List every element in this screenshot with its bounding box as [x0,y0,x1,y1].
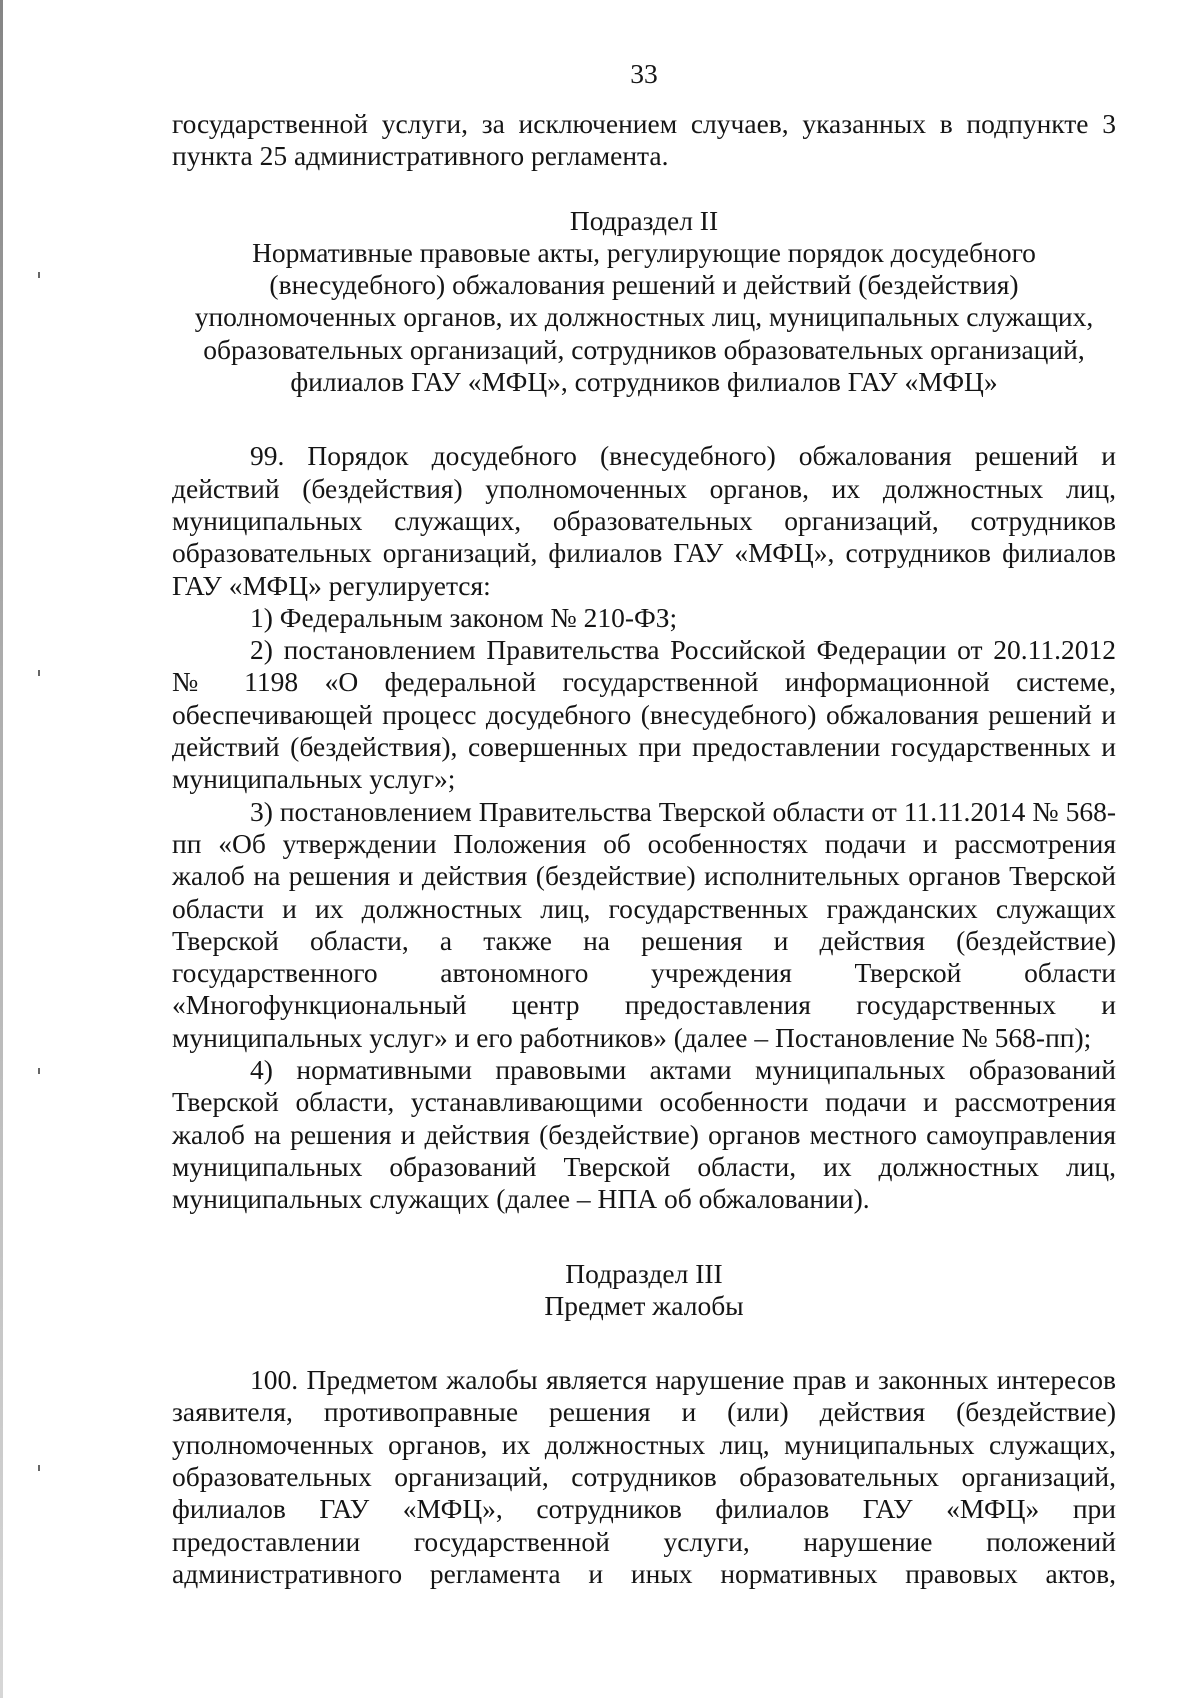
scan-speck [38,1068,40,1074]
subsection-3-heading [172,1258,1116,1323]
paragraph-99-item: 3) постановлением Правительства Тверской области от 11.11.2014 № 568-пп «Об утверждении Положения об особенностях подачи и рассмотрения жалоб на решения и действия (бездействие) исполнительных органов Тверской области и их должностных лиц, государственных гражданских служащих Тверской области, а также на решения и действия (бездействие) государственного автономного учреждения Тверской области «Многофункциональный центр предоставления государственных и муниципальных услуг» и его работников» (далее – Постановление № 568-пп); [172,795,1116,1053]
paragraph-99-item: 4) нормативными правовыми актами муниципальных образований Тверской области, устанавливающими особенности подачи и рассмотрения жалоб на решения и действия (бездействие) органов местного самоуправления муниципальных образований Тверской области, их должностных лиц, муниципальных служащих (далее – НПА об обжаловании). [172,1054,1116,1215]
spacer [172,430,1116,440]
spacer [172,1354,1116,1364]
subsection-3-title: Предмет жалобы [544,1289,744,1321]
intro-paragraph: государственной услуги, за исключением случаев, указанных в подпункте 3 пункта 25 административного регламента. [172,108,1116,172]
spacer [172,1248,1116,1258]
subsection-2-title-line: образовательных организаций, сотрудников образовательных организаций, [203,333,1085,365]
subsection-3-label: Подраздел III [565,1257,723,1289]
page-number: 33 [630,58,658,89]
subsection-2-title-line: филиалов ГАУ «МФЦ», сотрудников филиалов ГАУ «МФЦ» [290,366,998,398]
spacer [172,1216,1116,1248]
subsection-2-label: Подраздел II [569,204,719,236]
scan-speck [38,670,40,676]
spacer [172,398,1116,430]
spacer [172,173,1116,205]
subsection-2-title-line: (внесудебного) обжалования решений и действий (бездействия) [269,269,1019,301]
spacer [172,1322,1116,1354]
paragraph-99-main: 99. Порядок досудебного (внесудебного) обжалования решений и действий (бездействия) уполномоченных органов, их должностных лиц, муниципальных служащих, образовательных организаций, сотрудников образовательных организаций, филиалов ГАУ «МФЦ», сотрудников филиалов ГАУ «МФЦ» регулируется: [172,440,1116,601]
subsection-2-title-line: уполномоченных органов, их должностных лиц, муниципальных служащих, [194,301,1094,333]
paragraph-99-item: 1) Федеральным законом № 210-ФЗ; [250,601,678,633]
scan-speck [38,1465,40,1471]
paragraph-100: 100. Предметом жалобы является нарушение прав и законных интересов заявителя, противоправные решения и (или) действия (бездействие) уполномоченных органов, их должностных лиц, муниципальных служащих, образовательных организаций, сотрудников образовательных организаций, филиалов ГАУ «МФЦ», сотрудников филиалов ГАУ «МФЦ» при предоставлении государственной услуги, нарушение положений административного регламента и иных нормативных правовых актов, [172,1364,1116,1589]
subsection-2-heading [172,205,1116,399]
scan-speck [38,272,40,278]
paragraph-99-item: 2) постановлением Правительства Российской Федерации от 20.11.2012 № 1198 «О федеральной государственной информационной системе, обеспечивающей процесс досудебного (внесудебного) обжалования решений и действий (бездействия), совершенных при предоставлении государственных и муниципальных услуг»; [172,634,1116,795]
scan-left-edge [0,0,3,1698]
document-page [172,0,1116,1590]
subsection-2-title-line: Нормативные правовые акты, регулирующие порядок досудебного [252,236,1036,268]
paragraph-99 [172,440,1116,1215]
